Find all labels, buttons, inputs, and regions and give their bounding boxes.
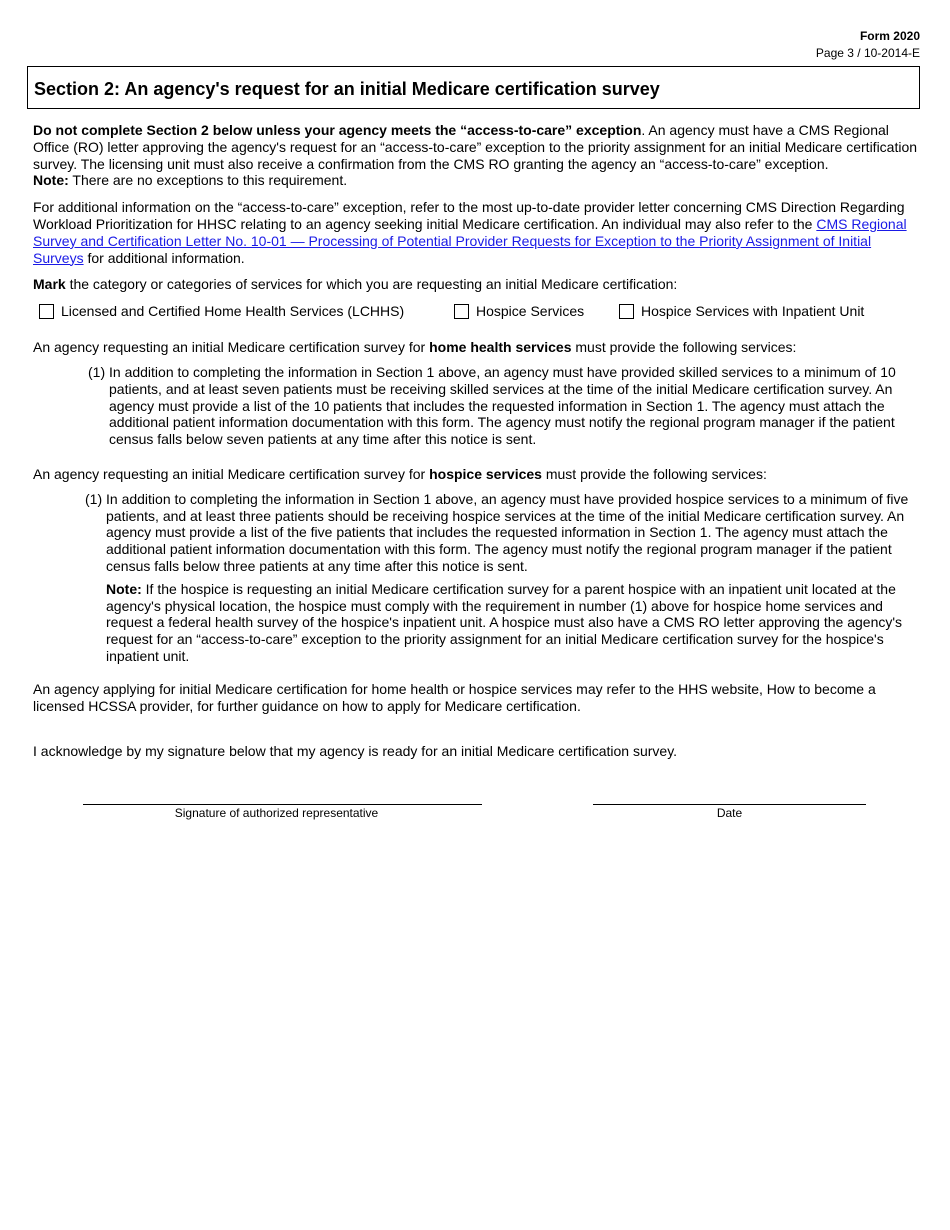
form-body [33, 122, 919, 760]
section-title-box [27, 66, 920, 109]
home-health-item-number: (1) [88, 363, 106, 380]
hospice-checkbox[interactable] [454, 304, 469, 319]
checkbox-item-lchhs[interactable] [39, 303, 404, 320]
home-health-lead [33, 339, 919, 356]
home-health-item-text: In addition to completing the information in Section 1 above, an agency must have provided skilled services to a minimum of 10 patients, and at least seven patients must be receiving skilled services at the time of the initial Medicare certification survey. An agency must provide a list of the 10 patients that includes the requested information in Section 1. The agency must attach the additional patient information documentation with this form. The agency must notify the regional program manager if the patient census falls below seven patients at any time after this notice is sent. [109, 363, 896, 448]
form-number: Form 2020 [859, 29, 920, 43]
additional-info-after: for additional information. [83, 249, 245, 266]
service-category-checkboxes [33, 303, 919, 327]
hospice-note-label: Note: [106, 580, 142, 597]
acknowledgement-paragraph: I acknowledge by my signature below that my agency is ready for an initial Medicare certification survey. [33, 743, 678, 760]
hospice-lead-bold: hospice services [429, 465, 542, 482]
hospice-note-text: If the hospice is requesting an initial Medicare certification survey for a parent hospice with an inpatient unit located at the agency's physical location, the hospice must comply with the requirement in number (1) above for hospice home services and request a federal health survey of the hospice's inpatient unit. A hospice must also have a CMS RO letter approving the agency's request for an “access-to-care” exception to the priority assignment for an initial Medicare certification survey for the hospice's inpatient unit. [106, 580, 903, 664]
hospice-item-number: (1) [85, 490, 103, 507]
hospice-inpatient-label: Hospice Services with Inpatient Unit [641, 303, 865, 320]
intro-note-label: Note: [33, 172, 69, 189]
intro-paragraph [33, 122, 919, 189]
lchhs-checkbox[interactable] [39, 304, 54, 319]
intro-text: . An agency must have a CMS Regional Office (RO) letter approving the agency's request for an “access-to-care” exception to the priority assignment for an initial Medicare certification survey. The licensing unit must also receive a confirmation from the CMS RO granting the agency an “access-to-care” exception. [33, 122, 918, 172]
hospice-label: Hospice Services [476, 303, 585, 320]
intro-bold-lead: Do not complete Section 2 below unless your agency meets the “access-to-care” exception [33, 122, 642, 138]
home-health-requirement [33, 364, 919, 448]
hospice-lead [33, 466, 919, 483]
date-label: Date [716, 806, 743, 820]
hospice-item-text: In addition to completing the information in Section 1 above, an agency must have provided hospice services to a minimum of five patients, and at least three patients should be receiving hospice services at the time of the initial Medicare certification survey. An agency must provide a list of the five patients that includes the requested information in Section 1. The agency must attach the additional patient information documentation with this form. The agency must notify the regional program manager if the patient census falls below three patients at any time after this notice is sent. [106, 490, 909, 574]
home-health-lead-after: must provide the following services: [571, 339, 797, 356]
page-info: Page 3 / 10-2014-E [815, 46, 920, 60]
section-title: Section 2: An agency's request for an initial Medicare certification survey [34, 79, 660, 99]
cms-letter-link[interactable]: CMS Regional Survey and Certification Letter No. 10-01 — Processing of Potential Provider Requests for Exception to the Priority Assignment of Initial Surveys [33, 215, 907, 266]
checkbox-item-hospice[interactable] [454, 303, 584, 320]
signature-label: Signature of authorized representative [174, 806, 379, 820]
lchhs-label: Licensed and Certified Home Health Services (LCHHS) [61, 303, 405, 320]
intro-note-text: There are no exceptions to this requirement. [68, 172, 348, 189]
form-header [816, 28, 920, 62]
guidance-paragraph: An agency applying for initial Medicare certification for home health or hospice services may refer to the HHS website, How to become a licensed HCSSA provider, for further guidance on how to apply for Medicare certification. [33, 680, 876, 714]
home-health-lead-text: An agency requesting an initial Medicare certification survey for [33, 339, 430, 356]
checkbox-item-hospice-inpatient[interactable] [619, 303, 864, 320]
hospice-lead-after: must provide the following services: [541, 465, 767, 482]
additional-info-text: For additional information on the “access-to-care” exception, refer to the most up-to-date provider letter concerning CMS Direction Regarding Workload Prioritization for HHSC relating to an agency seeking initial Medicare certification. An individual may also refer to the [33, 199, 905, 232]
hospice-note [33, 581, 919, 665]
additional-info-paragraph [33, 199, 919, 266]
hospice-inpatient-checkbox[interactable] [619, 304, 634, 319]
mark-text: the category or categories of services for which you are requesting an initial Medicare certification: [65, 276, 678, 293]
mark-bold: Mark [33, 276, 66, 293]
hospice-lead-text: An agency requesting an initial Medicare certification survey for [33, 465, 430, 482]
home-health-lead-bold: home health services [429, 339, 572, 356]
hospice-requirement [33, 491, 919, 575]
mark-instruction [33, 276, 919, 293]
